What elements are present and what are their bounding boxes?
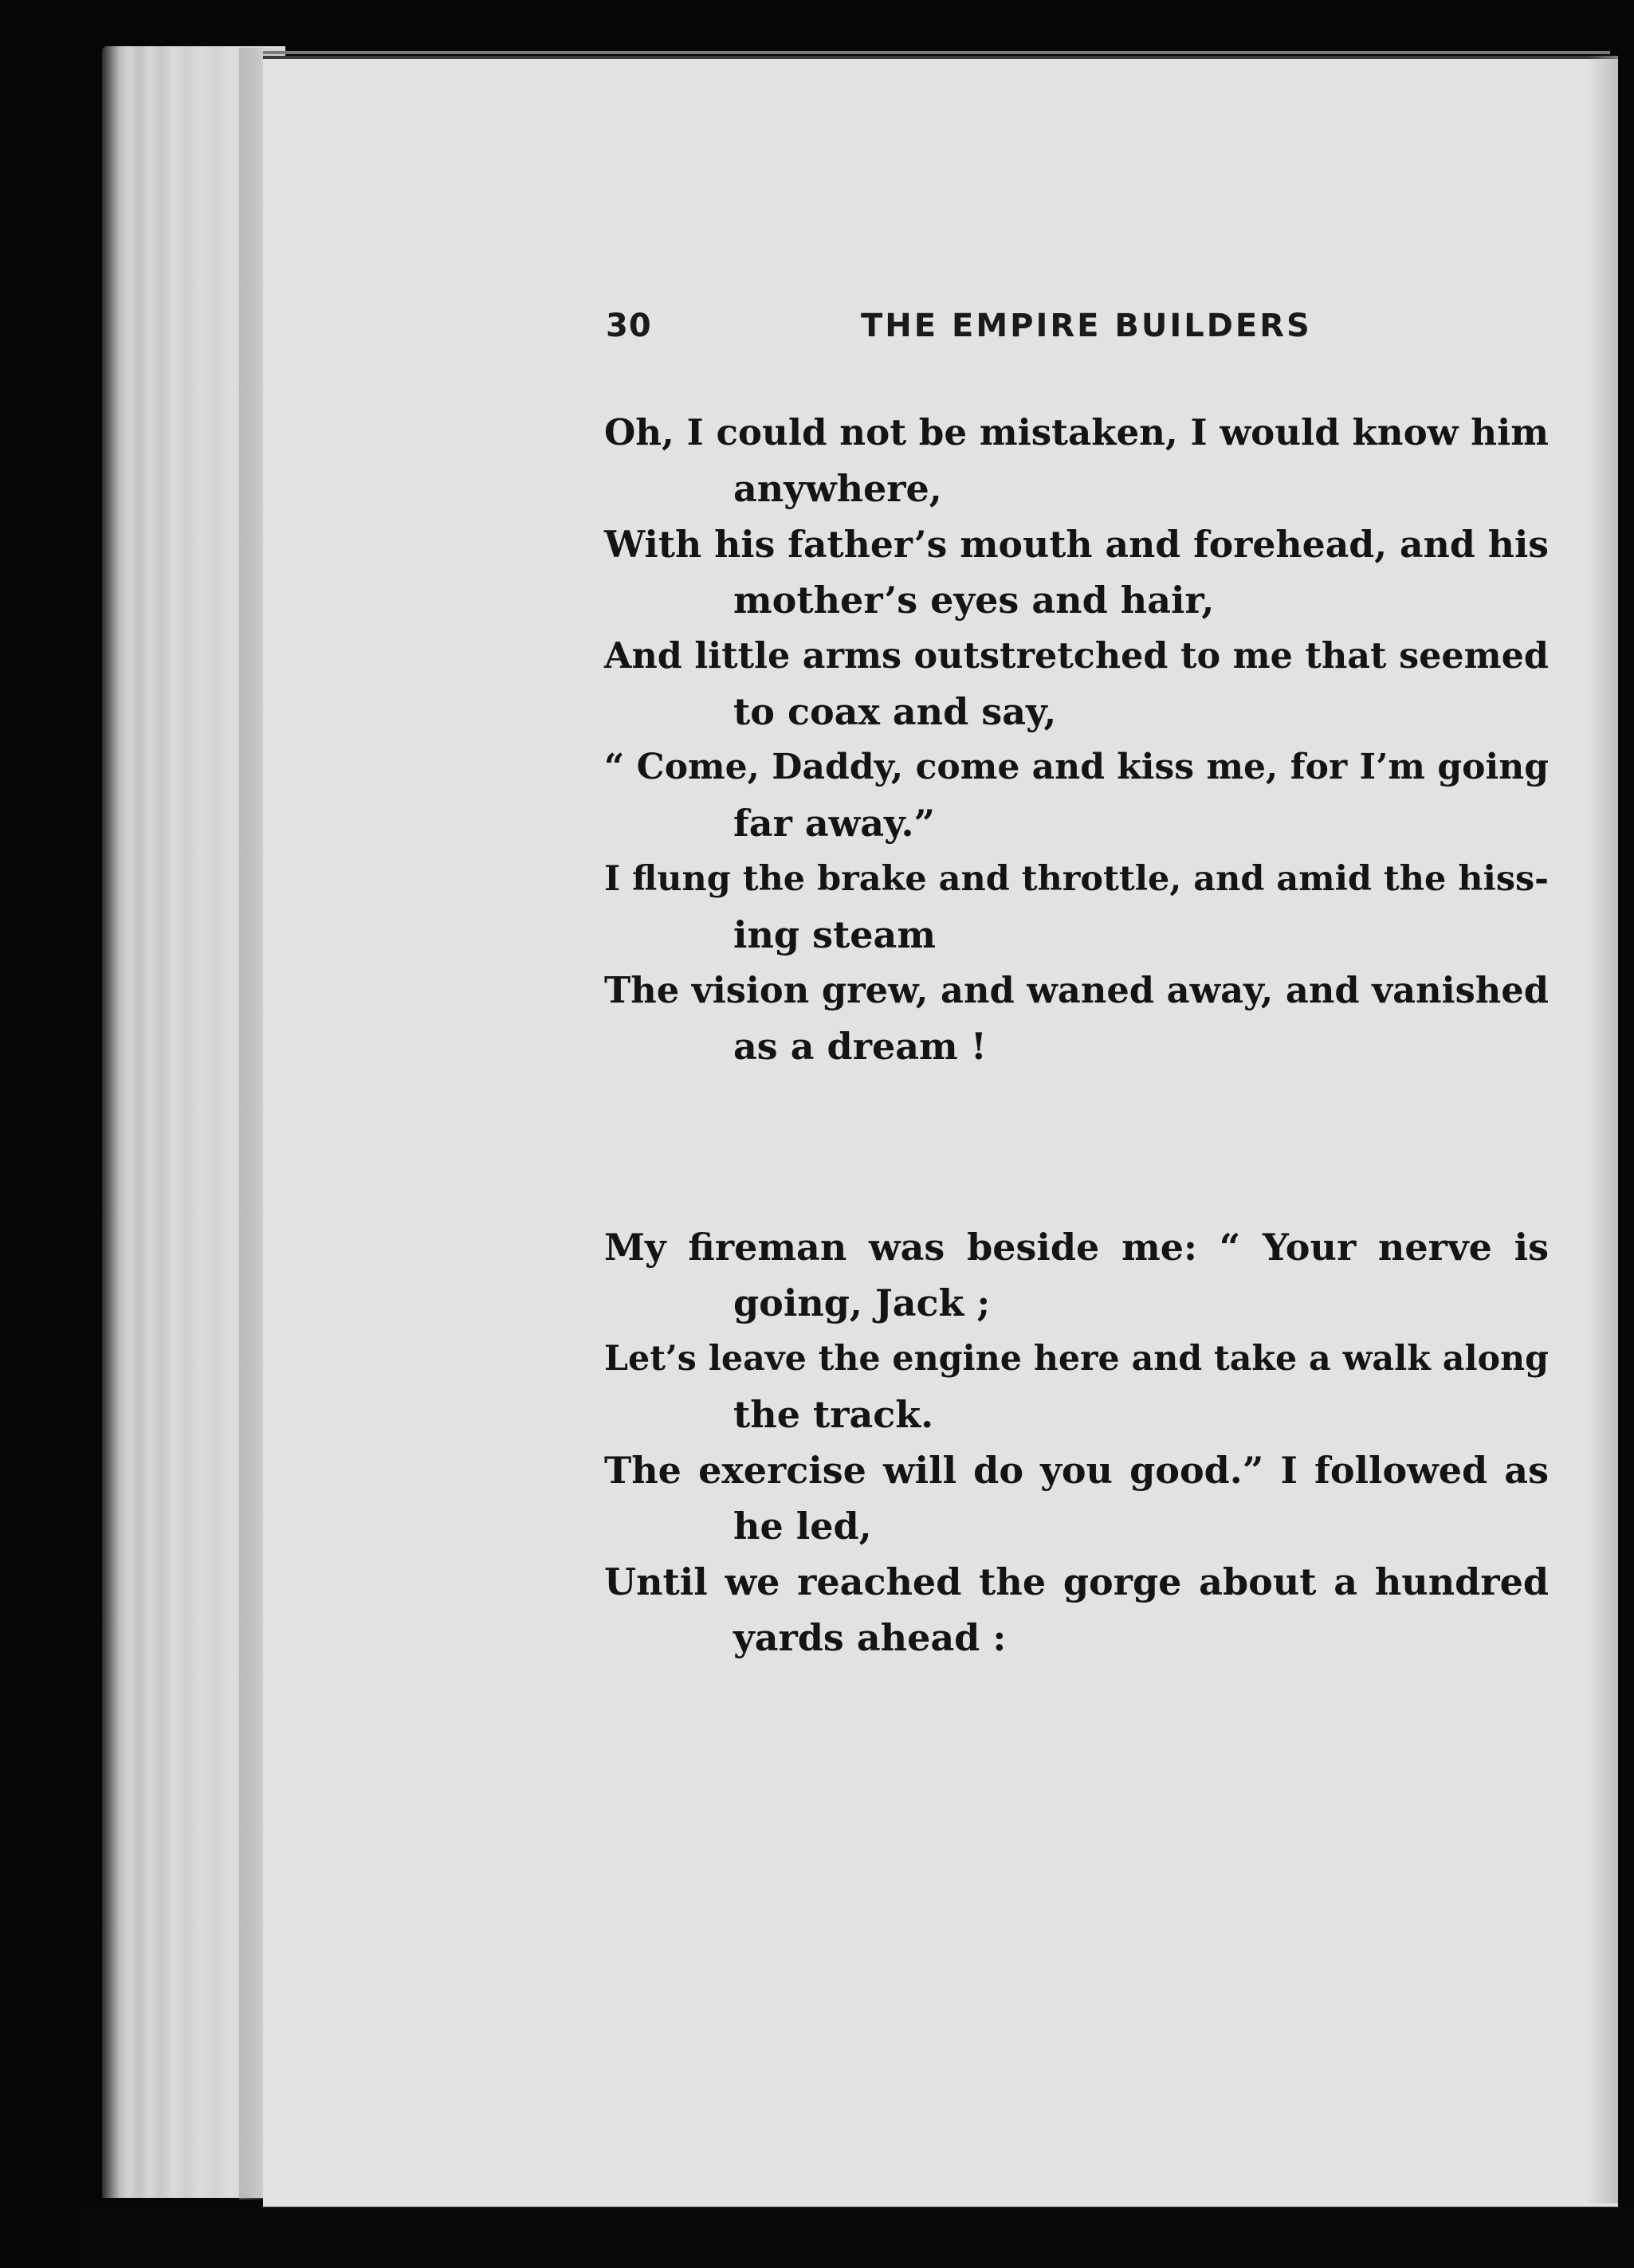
verse-line bbox=[604, 516, 1549, 628]
verse-line-text: The exercise will do you good.” I followed as bbox=[604, 1449, 1549, 1492]
verse-line-turnover: far away.” bbox=[733, 802, 935, 845]
verse-line-turnover: anywhere, bbox=[733, 467, 942, 510]
running-head bbox=[606, 308, 1546, 355]
verse-line-turnover: the track. bbox=[733, 1393, 934, 1436]
verse-line-turnover: as a dream ! bbox=[733, 1025, 987, 1068]
verse-line-text: With his father’s mouth and forehead, and his bbox=[604, 523, 1550, 566]
verse-line bbox=[604, 1219, 1549, 1331]
verse-line-turnover: yards ahead : bbox=[733, 1616, 1007, 1659]
verse-line bbox=[604, 405, 1549, 516]
verse-line-text: Until we reached the gorge about a hundred bbox=[604, 1560, 1549, 1603]
verse-line bbox=[604, 628, 1549, 740]
page-number: 30 bbox=[606, 308, 652, 344]
book-title: THE EMPIRE BUILDERS bbox=[861, 308, 1312, 344]
verse-line-turnover: mother’s eyes and hair, bbox=[733, 579, 1215, 622]
verse-line bbox=[604, 1331, 1549, 1442]
verse-line-text: Let’s leave the engine here and take a walk along bbox=[604, 1339, 1549, 1379]
verse-line bbox=[604, 740, 1549, 851]
verse-line bbox=[604, 851, 1549, 963]
verse-line-turnover: going, Jack ; bbox=[733, 1281, 991, 1324]
verse-line-text: The vision grew, and waned away, and vanished bbox=[604, 969, 1549, 1011]
verse-line-text: Oh, I could not be mistaken, I would know him bbox=[604, 411, 1549, 453]
verse-line-text: And little arms outstretched to me that seemed bbox=[604, 635, 1549, 677]
stanza-2 bbox=[604, 1219, 1549, 1666]
verse-line bbox=[604, 963, 1549, 1074]
verse-line-turnover: to coax and say, bbox=[733, 690, 1057, 733]
scan-bottom-band bbox=[80, 2207, 1634, 2268]
book-page bbox=[263, 56, 1618, 2211]
verse-line-turnover: ing steam bbox=[733, 913, 936, 956]
verse-line bbox=[604, 1442, 1549, 1554]
verse-line-text: My fireman was beside me: “ Your nerve is bbox=[604, 1226, 1549, 1269]
verse-line-text: “ Come, Daddy, come and kiss me, for I’m going bbox=[604, 747, 1549, 787]
page-right-shadow bbox=[1586, 56, 1618, 2203]
stanza-1 bbox=[604, 405, 1549, 1074]
verse-line-turnover: he led, bbox=[733, 1505, 872, 1548]
verse-line bbox=[604, 1554, 1549, 1666]
page-top-edge bbox=[263, 51, 1610, 54]
verse-line-text: I flung the brake and throttle, and amid the hiss- bbox=[604, 859, 1549, 899]
